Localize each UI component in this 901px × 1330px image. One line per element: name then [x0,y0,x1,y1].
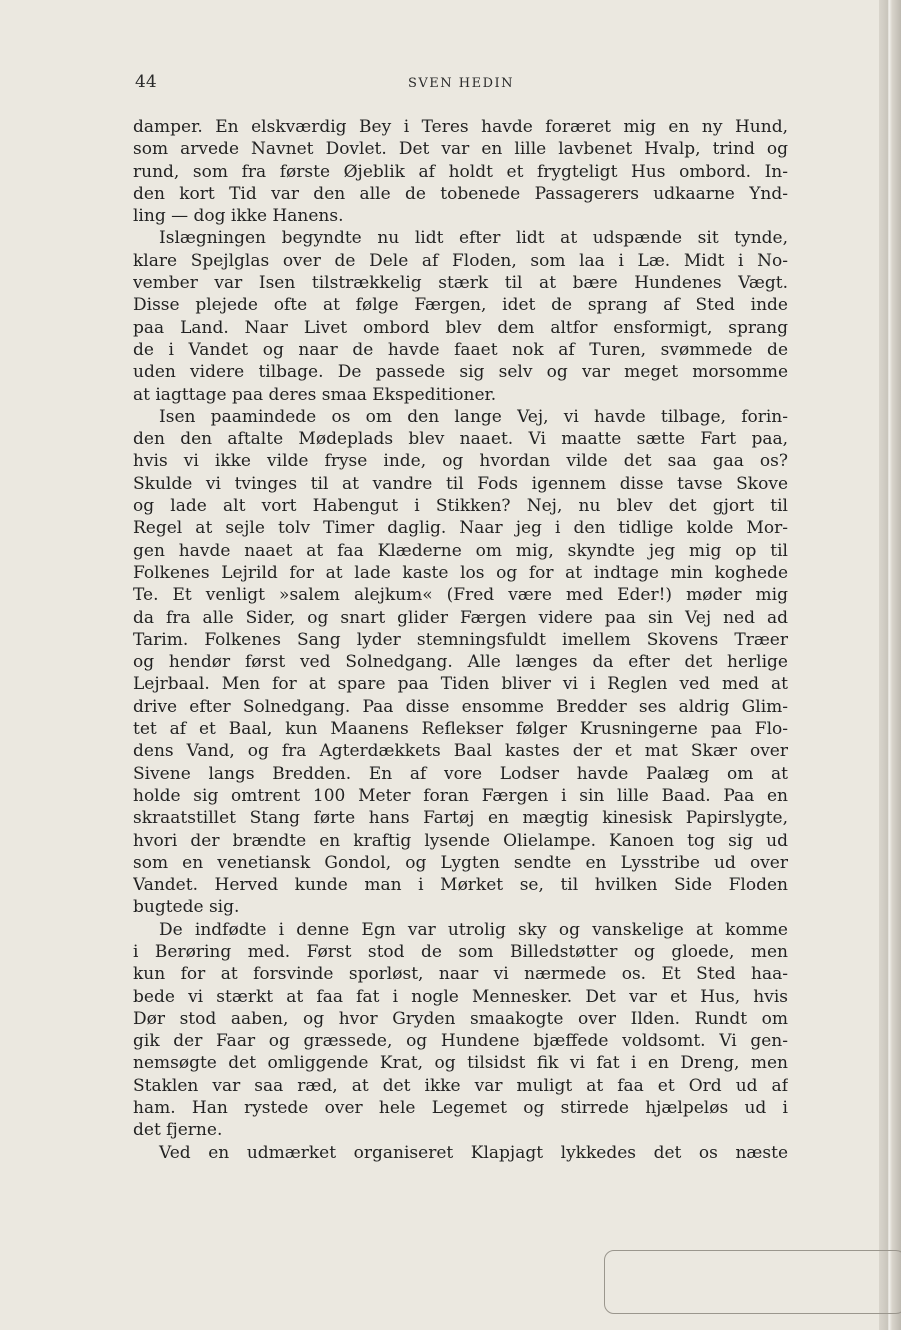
page-header [135,72,785,96]
paragraph [133,116,788,227]
text-line: i Berøring med. Først stod de som Billedstøtter og gloede, men [133,941,788,962]
text-line: gik der Faar og græssede, og Hundene bjæffede voldsomt. Vi gen- [133,1031,788,1052]
text-line: Disse plejede ofte at følge Færgen, idet de sprang af Sted inde [133,295,788,316]
text-line: Sivene langs Bredden. En af vore Lodser havde Paalæg om at [133,763,788,784]
text-line: bede vi stærkt at faa fat i nogle Mennesker. Det var et Hus, hvis [133,986,788,1007]
text-line: dens Vand, og fra Agterdækkets Baal kastes der et mat Skær over [133,741,788,762]
text-line: som en venetiansk Gondol, og Lygten sendte en Lysstribe ud over [133,852,788,873]
text-line: holde sig omtrent 100 Meter foran Færgen i sin lille Baad. Paa en [133,785,788,806]
text-line: Ved en udmærket organiseret Klapjagt lykkedes det os næste [159,1142,788,1163]
text-line: drive efter Solnedgang. Paa disse ensomme Bredder ses aldrig Glim- [133,696,788,717]
text-line: det fjerne. [133,1120,223,1141]
text-line: som arvede Navnet Dovlet. Det var en lille lavbenet Hvalp, trind og [133,139,788,160]
text-line: da fra alle Sider, og snart glider Færgen videre paa sin Vej ned ad [133,607,788,628]
text-line: Folkenes Lejrild for at lade kaste los og for at indtage min koghede [133,562,788,583]
paragraph [133,406,788,919]
text-line: Vandet. Herved kunde man i Mørket se, til hvilken Side Floden [133,875,788,896]
text-line: den den aftalte Mødeplads blev naaet. Vi maatte sætte Fart paa, [133,429,788,450]
page-number: 44 [135,72,157,92]
text-line: Regel at sejle tolv Timer daglig. Naar jeg i den tidlige kolde Mor- [133,518,788,539]
text-line: paa Land. Naar Livet ombord blev dem altfor ensformigt, sprang [133,317,788,338]
text-line: de i Vandet og naar de havde faaet nok af Turen, svømmede de [133,339,788,360]
text-line: Dør stod aaben, og hvor Gryden smaakogte over Ilden. Rundt om [133,1008,788,1029]
text-line: Te. Et venligt »salem alejkum« (Fred være med Eder!) møder mig [133,585,788,606]
paragraph [133,1142,788,1164]
text-line: nemsøgte det omliggende Krat, og tilsidst fik vi fat i en Dreng, men [133,1053,788,1074]
text-line: skraatstillet Stang førte hans Fartøj en mægtig kinesisk Papirslygte, [133,808,788,829]
text-line: gen havde naaet at faa Klæderne om mig, skyndte jeg mig op til [133,540,788,561]
text-line: at iagttage paa deres smaa Ekspeditioner. [133,384,497,405]
text-line: Staklen var saa ræd, at det ikke var muligt at faa et Ord ud af [133,1075,788,1096]
text-line: ling — dog ikke Hanens. [133,206,344,227]
text-line: den kort Tid var den alle de tobenede Passagerers udkaarne Ynd- [133,183,788,204]
text-line: og lade alt vort Habengut i Stikken? Nej, nu blev det gjort til [133,496,788,517]
text-line: hvis vi ikke vilde fryse inde, og hvordan vilde det saa gaa os? [133,451,788,472]
text-line: rund, som fra første Øjeblik af holdt et frygteligt Hus ombord. In- [133,161,788,182]
text-line: vember var Isen tilstrækkelig stærk til at bære Hundenes Vægt. [133,273,788,294]
text-line: ham. Han rystede over hele Legemet og stirrede hjælpeløs ud i [133,1098,788,1119]
paragraph [133,227,788,405]
text-line: bugtede sig. [133,897,240,918]
text-line: damper. En elskværdig Bey i Teres havde foræret mig en ny Hund, [133,117,788,137]
text-line: Islægningen begyndte nu lidt efter lidt at udspænde sit tynde, [159,228,788,249]
corner-frame [604,1250,901,1314]
text-line: Skulde vi tvinges til at vandre til Fods igennem disse tavse Skove [133,473,788,494]
text-line: De indfødte i denne Egn var utrolig sky og vanskelige at komme [159,919,788,940]
running-head: SVEN HEDIN [408,76,515,91]
text-line: hvori der brændte en kraftig lysende Olielampe. Kanoen tog sig ud [133,830,788,851]
text-line: tet af et Baal, kun Maanens Reflekser følger Krusningerne paa Flo- [133,719,788,740]
page-edge [879,0,901,1330]
text-line: Lejrbaal. Men for at spare paa Tiden bliver vi i Reglen ved med at [133,674,788,695]
body-text [133,116,788,1164]
text-line: Isen paamindede os om den lange Vej, vi havde tilbage, forin- [159,406,788,427]
paragraph [133,919,788,1142]
text-line: og hendør først ved Solnedgang. Alle længes da efter det herlige [133,652,788,673]
text-line: Tarim. Folkenes Sang lyder stemningsfuldt imellem Skovens Træer [133,629,788,650]
text-line: klare Spejlglas over de Dele af Floden, som laa i Læ. Midt i No- [133,250,788,271]
text-line: uden videre tilbage. De passede sig selv og var meget morsomme [133,362,788,383]
text-line: kun for at forsvinde sporløst, naar vi nærmede os. Et Sted haa- [133,964,788,985]
